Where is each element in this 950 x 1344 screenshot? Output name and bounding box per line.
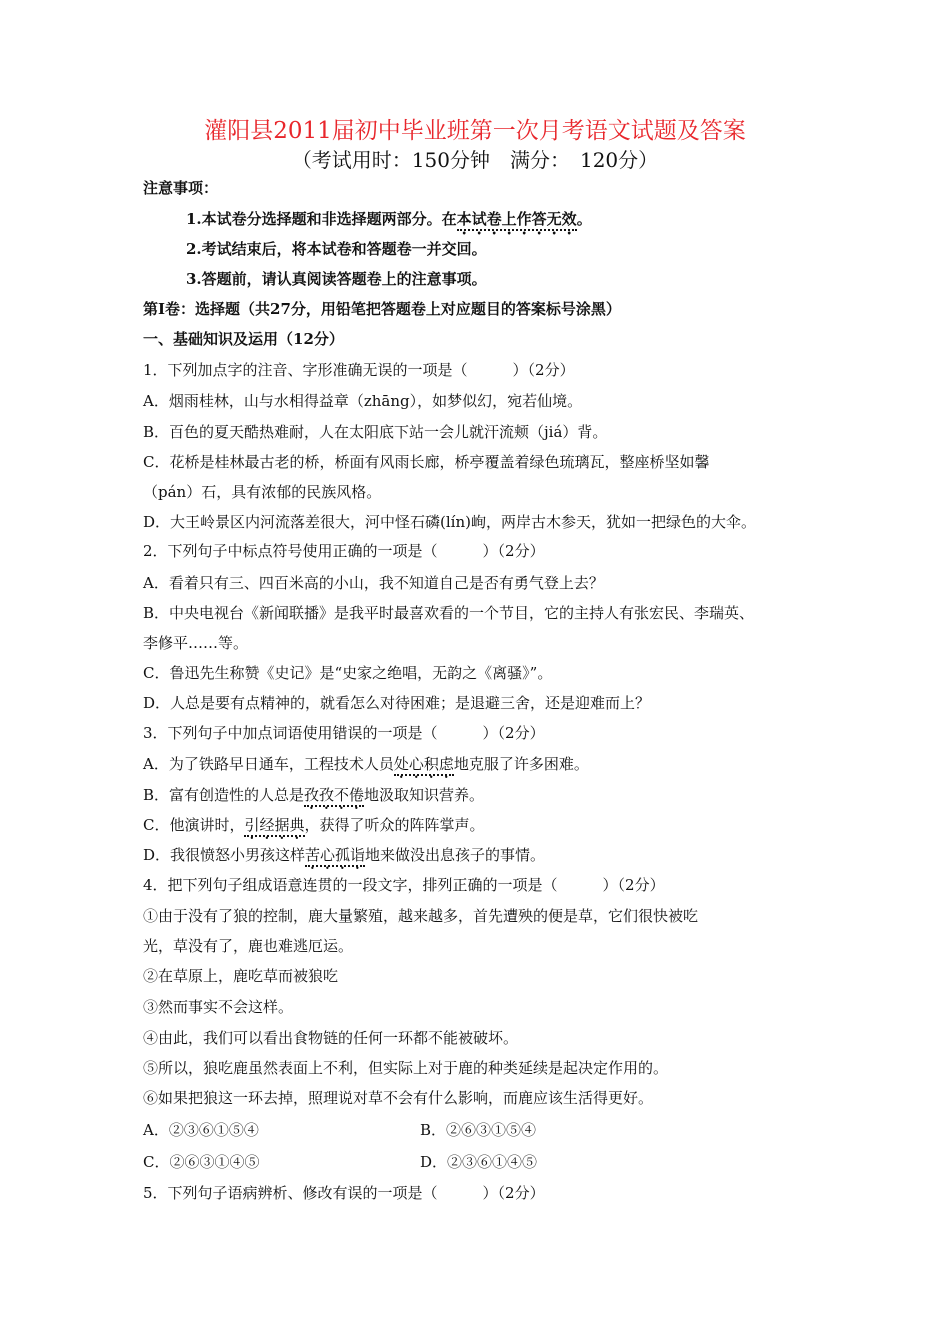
q2-stem: 2．下列句子中标点符号使用正确的一项是（ ）（2分） <box>143 542 545 560</box>
exam-info: （考试用时：150分钟 满分： 120分） <box>291 148 659 172</box>
emphasis-text: 苦心孤诣 <box>305 846 365 867</box>
q1-stem: 1．下列加点字的注音、字形准确无误的一项是（ ）（2分） <box>143 361 575 379</box>
q4-option-d: D．②③⑥①④⑤ <box>420 1153 538 1171</box>
q4-sentence-6: ⑥如果把狼这一环去掉，照理说对草不会有什么影响，而鹿应该生活得更好。 <box>143 1089 654 1107</box>
q5-stem: 5．下列句子语病辨析、修改有误的一项是（ ）（2分） <box>143 1184 545 1202</box>
notice-item-2: 2.考试结束后，将本试卷和答题卷一并交回。 <box>186 240 487 258</box>
q4-sentence-3: ③然而事实不会这样。 <box>143 998 294 1016</box>
emphasis-text: 处心积虑 <box>394 755 454 776</box>
q4-stem: 4．把下列句子组成语意连贯的一段文字，排列正确的一项是（ ）（2分） <box>143 876 665 894</box>
q1-option-b: B．百色的夏天酷热难耐，人在太阳底下站一会儿就汗流颊（jiá）背。 <box>143 423 608 441</box>
q4-sentence-2: ②在草原上，鹿吃草而被狼吃 <box>143 967 339 985</box>
q4-sentence-5: ⑤所以，狼吃鹿虽然表面上不利，但实际上对于鹿的种类延续是起决定作用的。 <box>143 1059 669 1077</box>
q3-option-c: C．他演讲时，引经据典，获得了听众的阵阵掌声。 <box>143 815 485 843</box>
q2-option-c: C．鲁迅先生称赞《史记》是“史家之绝唱，无韵之《离骚》”。 <box>143 664 553 682</box>
notice-item-3: 3.答题前，请认真阅读答题卷上的注意事项。 <box>186 270 487 288</box>
notice-heading: 注意事项： <box>143 179 219 197</box>
q3-option-a: A．为了铁路早日通车，工程技术人员处心积虑地克服了许多困难。 <box>143 754 589 782</box>
q3-option-d: D．我很愤怒小男孩这样苦心孤诣地来做没出息孩子的事情。 <box>143 845 545 873</box>
notice-item-1: 1.本试卷分选择题和非选择题两部分。在本试卷上作答无效。 <box>186 209 592 238</box>
q1-option-c-cont: （pán）石，具有浓郁的民族风格。 <box>143 483 382 501</box>
q2-option-d: D．人总是要有点精神的，就看怎么对待困难；是退避三舍，还是迎难而上？ <box>143 694 651 712</box>
emphasis-text: 引经据典 <box>244 816 304 837</box>
emphasis-text: 本试卷上作答无效 <box>457 210 577 231</box>
part1-heading: 第Ⅰ卷：选择题（共27分，用铅笔把答题卷上对应题目的答案标号涂黑） <box>143 300 621 318</box>
q4-sentence-1: ①由于没有了狼的控制，鹿大量繁殖，越来越多，首先遭殃的便是草，它们很快被吃 <box>143 907 699 925</box>
q4-option-b: B．②⑥③①⑤④ <box>420 1121 537 1139</box>
q4-option-c: C．②⑥③①④⑤ <box>143 1153 260 1171</box>
q4-sentence-1-cont: 光，草没有了，鹿也难逃厄运。 <box>143 937 354 955</box>
page-title: 灌阳县2011届初中毕业班第一次月考语文试题及答案 <box>204 118 746 144</box>
q1-option-c: C．花桥是桂林最古老的桥，桥面有风雨长廊，桥亭覆盖着绿色琉璃瓦，整座桥坚如馨 <box>143 453 710 471</box>
q2-option-b: B．中央电视台《新闻联播》是我平时最喜欢看的一个节目，它的主持人有张宏民、李瑞英、 <box>143 604 755 622</box>
q2-option-b-cont: 李修平……等。 <box>143 634 249 652</box>
q3-option-b: B．富有创造性的人总是孜孜不倦地汲取知识营养。 <box>143 785 484 813</box>
q1-option-a: A．烟雨桂林，山与水相得益章（zhāng），如梦似幻，宛若仙境。 <box>143 392 583 410</box>
q1-option-d: D．大王岭景区内河流落差很大，河中怪石磷(lín)峋，两岸古木参天，犹如一把绿色的大伞。 <box>143 513 756 531</box>
q4-sentence-4: ④由此，我们可以看出食物链的任何一环都不能被破坏。 <box>143 1029 519 1047</box>
emphasis-text: 孜孜不倦 <box>304 786 364 807</box>
section-heading: 一、基础知识及运用（12分） <box>143 330 344 348</box>
q2-option-a: A．看着只有三、四百米高的小山，我不知道自己是否有勇气登上去？ <box>143 574 604 592</box>
q4-option-a: A．②③⑥①⑤④ <box>143 1121 259 1139</box>
q3-stem: 3．下列句子中加点词语使用错误的一项是（ ）（2分） <box>143 724 545 742</box>
